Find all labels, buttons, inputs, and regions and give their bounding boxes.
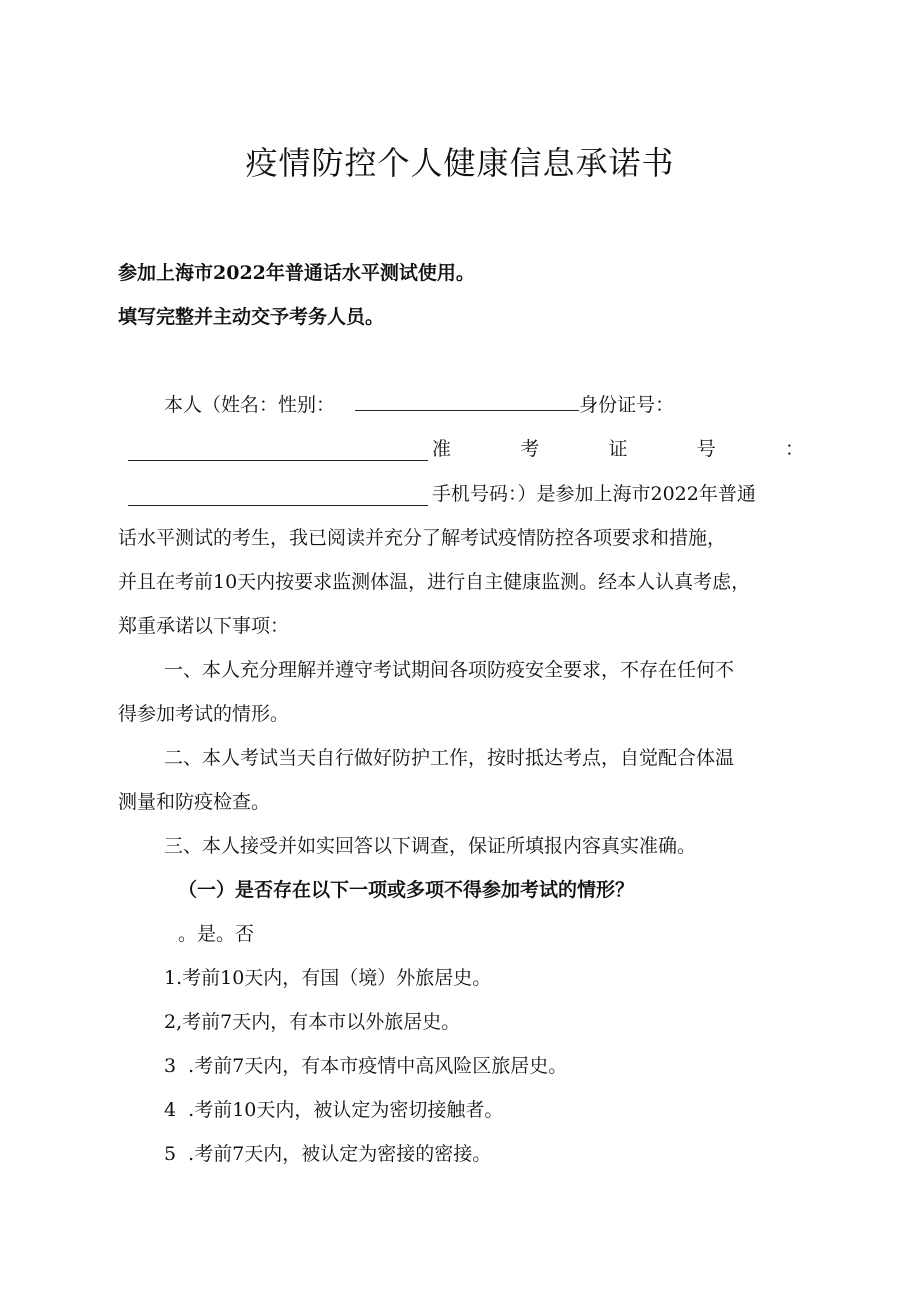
name-gender-blank[interactable] — [355, 392, 579, 411]
phone-line — [128, 479, 756, 506]
ticket-char: 考 — [520, 438, 540, 460]
commitment-3: 三、本人接受并如实回答以下调查，保证所填报内容真实准确。 — [164, 835, 697, 857]
commitment-2: 二、本人考试当天自行做好防护工作，按时抵达考点，自觉配合体温 — [164, 747, 735, 769]
submission-note: 填写完整并主动交予考务人员。 — [118, 306, 385, 328]
pledge-intro-line — [164, 390, 674, 417]
id-number-blank[interactable] — [128, 442, 428, 461]
pledge-text-line: 郑重承诺以下事项： — [118, 615, 290, 637]
pledge-text-line: 并且在考前10天内按要求监测体温，进行自主健康监测。经本人认真考虑， — [118, 571, 751, 593]
yes-no-options[interactable]: 。是。否 — [178, 923, 255, 945]
commitment-2-cont: 测量和防疫检查。 — [118, 791, 271, 813]
ticket-char: ： — [784, 438, 804, 460]
ticket-number-blank[interactable] — [128, 487, 428, 506]
question-list-item: 3 .考前7天内，有本市疫情中高风险区旅居史。 — [164, 1055, 568, 1077]
ticket-number-line — [128, 434, 804, 461]
name-gender-label: 本人（姓名：性别： — [164, 394, 336, 416]
commitment-1: 一、本人充分理解并遵守考试期间各项防疫安全要求，不存在任何不 — [164, 659, 735, 681]
question-heading: （一）是否存在以下一项或多项不得参加考试的情形？ — [178, 879, 635, 901]
ticket-char: 准 — [432, 438, 452, 460]
ticket-char: 证 — [608, 438, 628, 460]
document-title: 疫情防控个人健康信息承诺书 — [245, 144, 675, 182]
pledge-text-line: 话水平测试的考生，我已阅读并充分了解考试疫情防控各项要求和措施， — [118, 527, 727, 549]
ticket-number-label — [432, 434, 804, 461]
phone-label: 手机号码：）是参加上海市2022年普通 — [432, 483, 756, 505]
question-list-item: 5 .考前7天内，被认定为密接的密接。 — [164, 1143, 492, 1165]
usage-note: 参加上海市2022年普通话水平测试使用。 — [118, 262, 475, 284]
commitment-1-cont: 得参加考试的情形。 — [118, 703, 290, 725]
ticket-char: 号 — [696, 438, 716, 460]
question-list-item: 4 .考前10天内，被认定为密切接触者。 — [164, 1099, 504, 1121]
question-list-item: 1.考前10天内，有国（境）外旅居史。 — [164, 967, 492, 989]
id-number-label: 身份证号： — [579, 394, 675, 416]
question-list-item: 2,考前7天内，有本市以外旅居史。 — [164, 1011, 461, 1033]
